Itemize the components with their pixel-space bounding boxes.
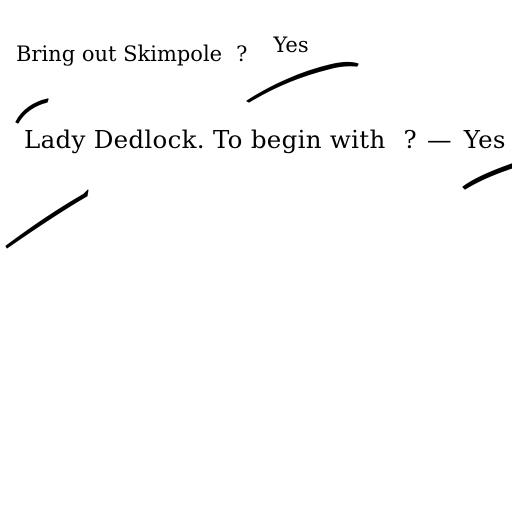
line-1-text: Bring out Skimpole (16, 42, 223, 66)
manuscript-line-2 (24, 125, 506, 154)
line-1-question-mark: ? (236, 42, 248, 66)
pen-stroke-diagonal-left (6, 190, 88, 248)
manuscript-line-1 (16, 33, 309, 66)
line-2-question-mark: ? (403, 125, 417, 154)
pen-stroke-under-yes (247, 63, 358, 102)
line-2-text: Lady Dedlock. To begin with (24, 125, 386, 154)
pen-stroke-short-left (16, 99, 48, 123)
line-2-dash: — (426, 125, 452, 154)
line-2-answer: Yes (463, 125, 506, 154)
line-1-answer: Yes (273, 33, 309, 57)
pen-stroke-right-edge (463, 164, 512, 189)
